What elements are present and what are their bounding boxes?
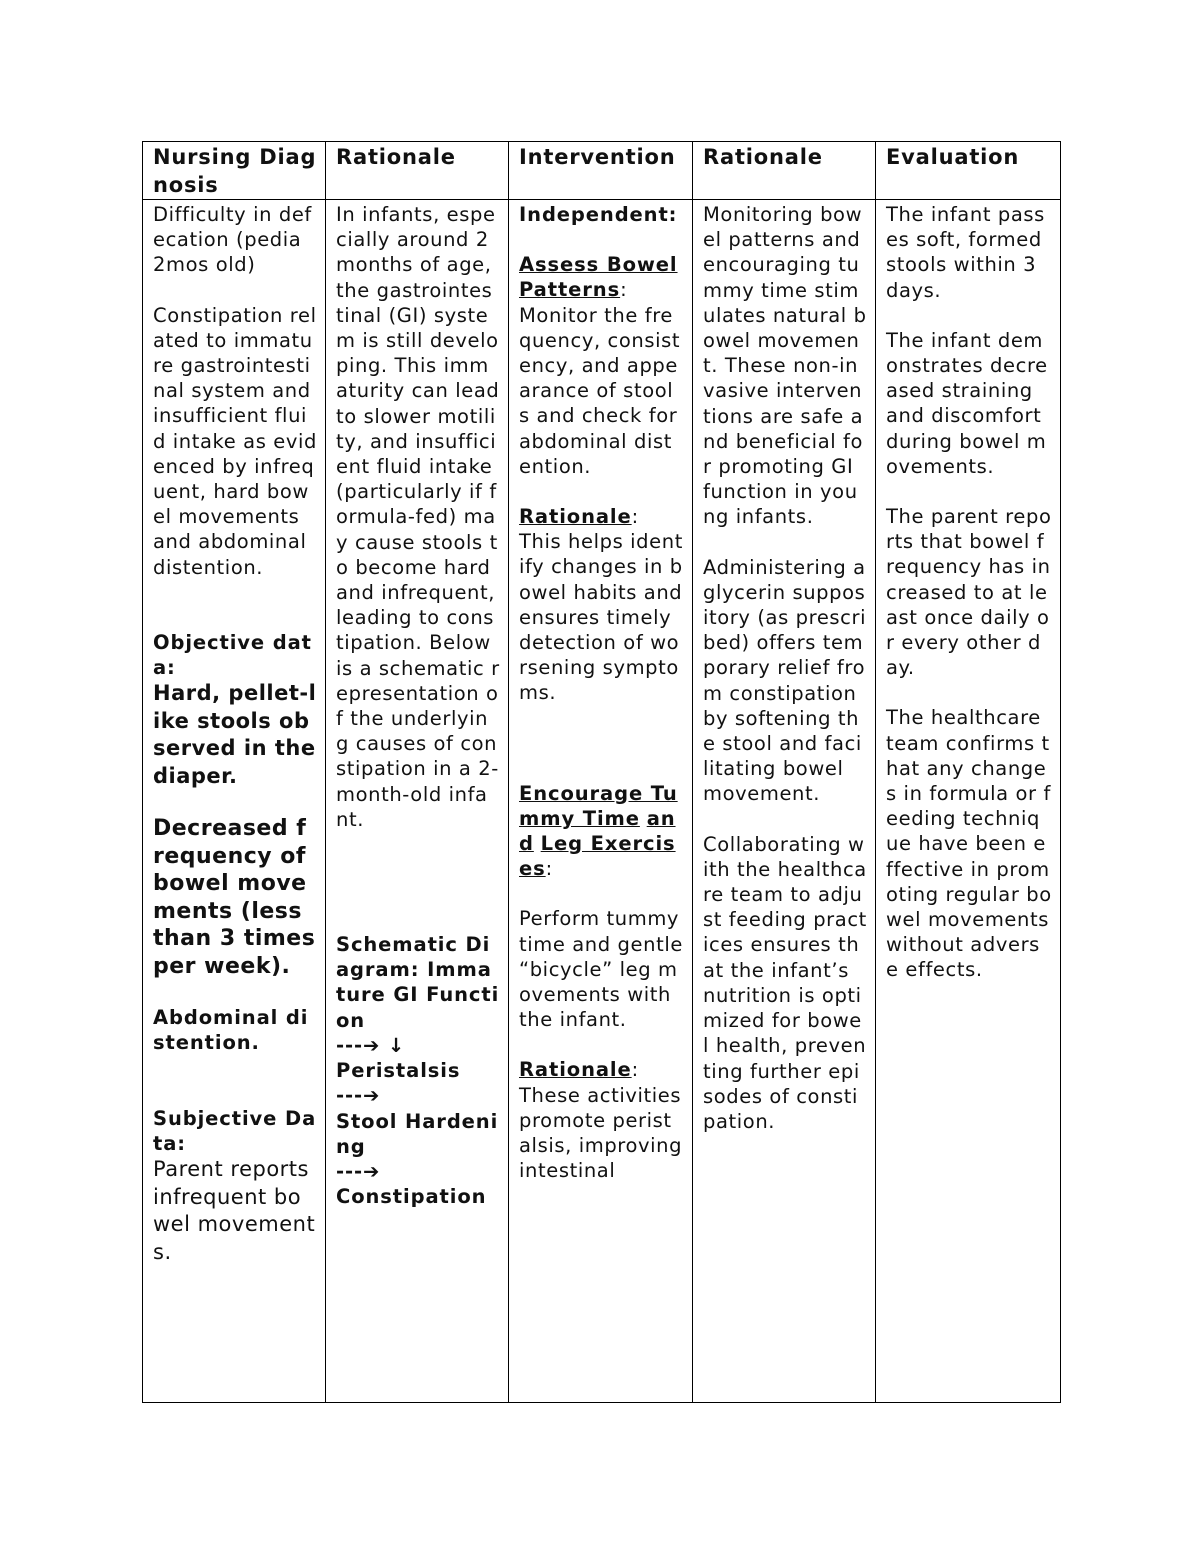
rationale-2-cell xyxy=(693,200,876,1403)
rationale-cell xyxy=(326,200,509,1403)
subjective-data-label: Subjective Data: xyxy=(153,1106,317,1155)
rationale-2-para-3: Collaborating with the healthcare team to adjust feeding practices ensures that the infant’s nutrition is optimized for bowel health, preventing further episodes of constipation. xyxy=(703,832,867,1133)
diagnosis-problem: Difficulty in defecation (pedia 2mos old) xyxy=(153,203,312,277)
assess-rationale-label: Rationale xyxy=(519,505,632,529)
assess-rationale-text: This helps identify changes in bowel habits and ensures timely detection of worsening symptoms. xyxy=(519,530,683,705)
assess-bowel-text: Monitor the frequency, consistency, and appearance of stools and check for abdominal distention. xyxy=(519,303,681,478)
diagram-step-stool-hardening: Stool Hardening xyxy=(336,1109,499,1158)
evaluation-para-2: The infant demonstrates decreased straining and discomfort during bowel movements. xyxy=(886,328,1048,478)
rationale-text: In infants, especially around 2 months of age, the gastrointestinal (GI) system is still developing. This immaturity can lead to slower motility, and insufficient fluid intake (particularly if formula-fed) may cause stools to become hard and infrequent, leading to constipation. Below is a schematic representation of the underlying causes of constipation in a 2-month-old infant. xyxy=(336,203,500,831)
objective-data-label: Objective data: xyxy=(153,630,312,680)
header-nursing-diagnosis: Nursing Diagnosis xyxy=(143,142,326,200)
body-row xyxy=(143,200,1061,1403)
tummy-rationale-label: Rationale xyxy=(519,1058,632,1082)
tummy-time-title: Encourage Tummy Time xyxy=(519,781,678,830)
diagram-arrow-1: ---➔ ↓ xyxy=(336,1033,406,1057)
header-rationale-2: Rationale xyxy=(693,142,876,200)
assess-bowel-title: Assess Bowel Patterns xyxy=(519,253,678,302)
intervention-independent-label: Independent: xyxy=(519,203,678,226)
subjective-data-1: Parent reports infrequent bowel movements. xyxy=(153,1157,316,1264)
nursing-care-plan-table xyxy=(142,141,1061,1403)
diagram-arrow-3: ---➔ xyxy=(336,1159,381,1183)
header-rationale: Rationale xyxy=(326,142,509,200)
header-row xyxy=(143,142,1061,200)
intervention-cell: Independent: Assess Bowel Patterns: Monitor the frequency, consistency, and appearance of stools and check for abdominal distention. Rationale: This helps identify changes in bowel habits and ensures timely detection of worsening symptoms. Encourage Tummy Time and Leg Exercises: Perform tummy time and gentle “bicycle” leg movements with the infant. Rationale: These activities promote peristalsis, improving intestinal xyxy=(509,200,693,1403)
header-evaluation: Evaluation xyxy=(876,142,1061,200)
evaluation-para-4: The healthcare team confirms that any changes in formula or feeding technique have been effective in promoting regular bowel movements without adverse effects. xyxy=(886,706,1052,982)
tummy-time-and: and xyxy=(519,806,676,856)
diagnosis-statement: Constipation related to immature gastrointestinal system and insufficient fluid intake as evidenced by infrequent, hard bowel movements and abdominal distention. xyxy=(153,303,317,579)
leg-exercises-title: Leg Exercises xyxy=(519,832,676,881)
objective-data-3: Abdominal distention. xyxy=(153,1006,309,1055)
diagram-arrow-2: ---➔ xyxy=(336,1084,381,1108)
diagram-step-peristalsis: Peristalsis xyxy=(336,1059,461,1083)
rationale-2-para-1: Monitoring bowel patterns and encouraging tummy time stimulates natural bowel movement. These non-invasive interventions are safe and beneficial for promoting GI function in young infants. xyxy=(703,203,867,529)
diagnosis-cell xyxy=(143,200,326,1403)
schematic-diagram-title: Schematic Diagram: Immature GI Function xyxy=(336,933,500,1032)
tummy-rationale-text: These activities promote peristalsis, improving intestinal xyxy=(519,1083,683,1183)
evaluation-para-3: The parent reports that bowel frequency has increased to at least once daily or every other day. xyxy=(886,505,1052,680)
evaluation-cell xyxy=(876,200,1061,1403)
evaluation-para-1: The infant passes soft, formed stools within 3 days. xyxy=(886,203,1045,302)
diagram-step-constipation: Constipation xyxy=(336,1185,487,1209)
objective-data-2: Decreased frequency of bowel movements (less than 3 times per week). xyxy=(153,816,316,979)
rationale-2-para-2: Administering a glycerin suppository (as prescribed) offers temporary relief from constipation by softening the stool and facilitating bowel movement. xyxy=(703,555,867,806)
tummy-time-text: Perform tummy time and gentle “bicycle” leg movements with the infant. xyxy=(519,907,683,1032)
objective-data-1: Hard, pellet-like stools observed in the diaper. xyxy=(153,681,317,788)
header-intervention: Intervention xyxy=(509,142,693,200)
